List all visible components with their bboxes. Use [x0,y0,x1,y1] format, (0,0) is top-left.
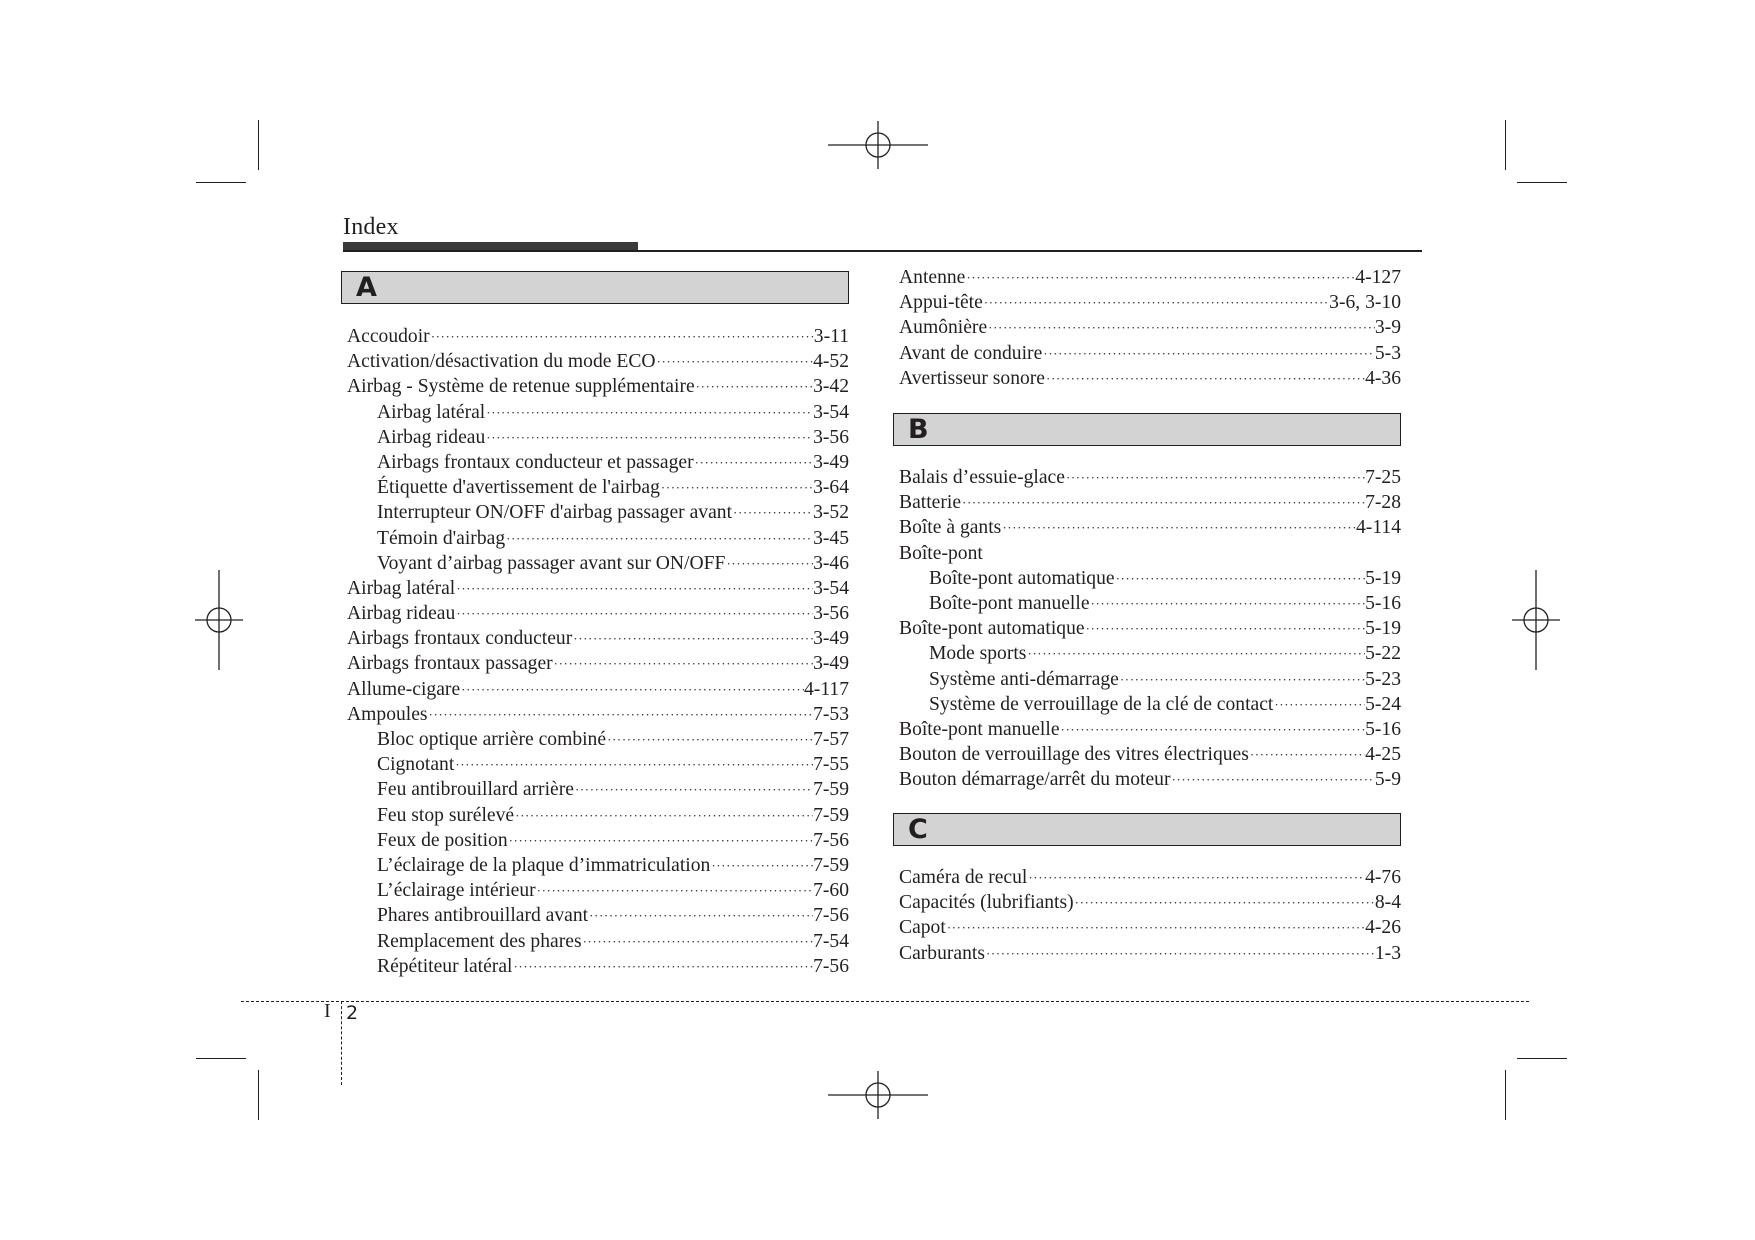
entry-label: Étiquette d'avertissement de l'airbag [377,477,660,499]
entry-page: 8-4 [1374,892,1401,914]
entry-page: 3-64 [813,477,849,499]
entry-label: Airbag rideau [377,426,486,448]
header-rule [343,250,1422,252]
entry-label: Boîte-pont manuelle [899,718,1060,740]
registration-mark-icon [1486,570,1586,670]
entry-page: 5-22 [1365,643,1401,665]
index-entry[interactable] [347,349,849,374]
registration-mark-icon [828,1045,928,1145]
crop-mark [196,182,246,183]
entry-label: Avant de conduire [899,342,1043,364]
entry-label: Feu antibrouillard arrière [377,779,574,801]
entry-label: Bouton démarrage/arrêt du moteur [899,769,1171,791]
index-entry[interactable] [347,374,849,399]
entry-label: Caméra de recul [899,867,1028,888]
entry-label: Airbag latéral [347,577,456,599]
entry-label: Airbags frontaux conducteur et passager [377,451,694,473]
entry-page: 7-60 [813,880,849,902]
section-letter: B [908,414,929,445]
entry-page: 3-46 [813,552,849,574]
index-subentry[interactable] [899,566,1401,591]
index-subentry[interactable] [347,929,849,954]
entry-page: 3-56 [813,603,849,625]
entry-page: 3-54 [813,577,849,599]
entry-page: 5-16 [1365,592,1401,614]
index-subentry[interactable] [347,954,849,979]
index-subentry[interactable] [347,752,849,777]
index-subentry[interactable] [347,878,849,903]
registration-mark-icon [169,570,269,670]
index-entry[interactable] [347,601,849,626]
entry-label: Antenne [899,267,966,288]
index-subentry[interactable] [899,641,1401,666]
entry-label: Boîte-pont automatique [929,567,1115,589]
index-entry[interactable] [899,865,1401,890]
index-list-b [899,465,1401,792]
index-subentry[interactable] [347,777,849,802]
entry-page: 3-9 [1374,317,1401,339]
entry-page: 5-3 [1374,342,1401,364]
index-subentry[interactable] [347,526,849,551]
entry-page: 5-19 [1365,567,1401,589]
entry-page: 7-28 [1365,492,1401,514]
page-number: 2 [346,1002,359,1024]
index-entry[interactable] [899,366,1401,391]
index-subentry[interactable] [899,692,1401,717]
entry-label: L’éclairage intérieur [377,880,536,902]
section-letter: A [356,272,377,303]
entry-label: Accoudoir [347,326,430,347]
crop-mark [1505,1070,1506,1120]
footer-section: I [324,1000,331,1022]
entry-page: 3-11 [813,326,849,347]
entry-page: 4-127 [1355,267,1401,288]
entry-page: 4-36 [1365,367,1401,389]
entry-page: 7-59 [813,854,849,876]
index-entry[interactable] [899,465,1401,490]
index-entry[interactable] [899,265,1401,290]
entry-page: 7-56 [813,905,849,927]
index-entry[interactable] [899,767,1401,792]
entry-label: Système de verrouillage de la clé de contact [929,693,1274,715]
entry-label: Bloc optique arrière combiné [377,729,607,750]
entry-label: Témoin d'airbag [377,527,506,549]
index-subentry[interactable] [899,591,1401,616]
entry-label: Remplacement des phares [377,930,582,952]
entry-page: 3-52 [813,502,849,524]
entry-label: Feux de position [377,829,508,851]
index-entry[interactable] [347,324,849,349]
index-entry[interactable] [899,890,1401,915]
index-entry[interactable] [899,515,1401,540]
index-subentry[interactable] [347,450,849,475]
crop-mark [258,1070,259,1120]
entry-label: Mode sports [929,643,1027,665]
index-entry[interactable] [899,290,1401,315]
entry-label: Bouton de verrouillage des vitres électriques [899,744,1249,766]
entry-page: 7-56 [813,955,849,977]
entry-label: Interrupteur ON/OFF d'airbag passager avant [377,502,733,524]
index-entry[interactable] [347,576,849,601]
index-subentry[interactable] [899,667,1401,692]
entry-page: 7-57 [813,729,849,750]
entry-page: 4-25 [1365,744,1401,766]
entry-page: 7-53 [813,703,849,725]
registration-mark-icon [828,95,928,195]
index-subentry[interactable] [347,551,849,576]
entry-page: 7-59 [813,804,849,826]
entry-label: Ampoules [347,703,428,725]
entry-page: 3-42 [813,376,849,398]
index-entry[interactable] [899,315,1401,340]
entry-label: Phares antibrouillard avant [377,905,589,927]
entry-page: 3-54 [813,401,849,423]
entry-label: Boîte-pont automatique [899,618,1085,640]
entry-label: Airbags frontaux conducteur [347,628,573,650]
entry-page: 3-56 [813,426,849,448]
crop-mark [1517,182,1567,183]
index-subentry[interactable] [347,500,849,525]
crop-mark [258,120,259,170]
index-subentry[interactable] [347,803,849,828]
entry-label: Avertisseur sonore [899,367,1046,389]
entry-page: 4-117 [804,678,849,700]
index-entry[interactable] [347,626,849,651]
entry-page: 5-24 [1365,693,1401,715]
entry-label: Balais d’essuie-glace [899,467,1065,488]
index-subentry[interactable] [347,903,849,928]
entry-page: 7-59 [813,779,849,801]
index-entry[interactable] [899,717,1401,742]
index-entry[interactable] [347,651,849,676]
entry-label: Airbag latéral [377,401,486,423]
entry-label: Système anti-démarrage [929,668,1119,690]
crop-mark [196,1058,246,1059]
index-entry[interactable] [347,702,849,727]
section-header-a [341,271,849,304]
index-list-a-continued [899,265,1401,391]
index-subentry[interactable] [347,727,849,752]
entry-label: Capot [899,917,946,939]
entry-page: 4-26 [1365,917,1401,939]
entry-label: Activation/désactivation du mode ECO [347,351,656,373]
entry-label: Airbag - Système de retenue supplémentaire [347,376,695,398]
entry-page: 4-52 [813,351,849,373]
index-subentry[interactable] [347,425,849,450]
entry-page: 7-55 [813,754,849,776]
entry-page: 3-45 [813,527,849,549]
entry-page: 5-23 [1365,668,1401,690]
index-subentry[interactable] [347,828,849,853]
entry-page: 1-3 [1374,942,1401,964]
entry-label: Batterie [899,492,962,514]
index-list-a [347,324,849,979]
entry-label: Boîte-pont manuelle [929,592,1090,614]
entry-label: Cignotant [377,754,455,776]
section-header-b [893,413,1401,446]
entry-label: Boîte à gants [899,517,1002,539]
index-subentry[interactable] [347,400,849,425]
entry-page: 5-19 [1365,618,1401,640]
crop-mark [1517,1058,1567,1059]
entry-page: 3-49 [813,628,849,650]
page-title: Index [343,214,399,240]
crop-mark [1505,120,1506,170]
entry-page: 7-54 [813,930,849,952]
entry-label: Appui-tête [899,292,983,314]
index-entry[interactable] [899,616,1401,641]
index-entry[interactable] [899,915,1401,940]
entry-page: 3-6, 3-10 [1329,292,1401,314]
entry-label: Feu stop surélevé [377,804,515,826]
entry-page: 7-56 [813,829,849,851]
index-subentry[interactable] [347,853,849,878]
entry-page: 4-114 [1356,517,1401,539]
entry-page: 4-76 [1365,867,1401,888]
entry-label: Voyant d’airbag passager avant sur ON/OFF [377,552,726,574]
footer-divider [341,1001,342,1085]
index-entry[interactable] [899,541,1401,566]
section-header-c [893,813,1401,846]
index-entry[interactable] [347,677,849,702]
footer-rule [241,1001,1529,1002]
index-subentry[interactable] [347,475,849,500]
index-entry[interactable] [899,742,1401,767]
entry-label: Répétiteur latéral [377,955,513,977]
entry-page: 5-9 [1374,769,1401,791]
index-list-c [899,865,1401,966]
section-letter: C [908,814,928,845]
entry-label: Boîte-pont [899,542,983,564]
entry-label: Airbags frontaux passager [347,653,553,675]
entry-label: Aumônière [899,317,988,339]
entry-page: 7-25 [1365,467,1401,488]
entry-label: Capacités (lubrifiants) [899,892,1074,914]
index-entry[interactable] [899,490,1401,515]
entry-label: Allume-cigare [347,678,461,700]
entry-label: Airbag rideau [347,603,456,625]
index-entry[interactable] [899,341,1401,366]
entry-page: 5-16 [1365,718,1401,740]
entry-page: 3-49 [813,451,849,473]
index-entry[interactable] [899,941,1401,966]
entry-label: Carburants [899,942,985,964]
entry-label: L’éclairage de la plaque d’immatriculation [377,854,711,876]
entry-page: 3-49 [813,653,849,675]
